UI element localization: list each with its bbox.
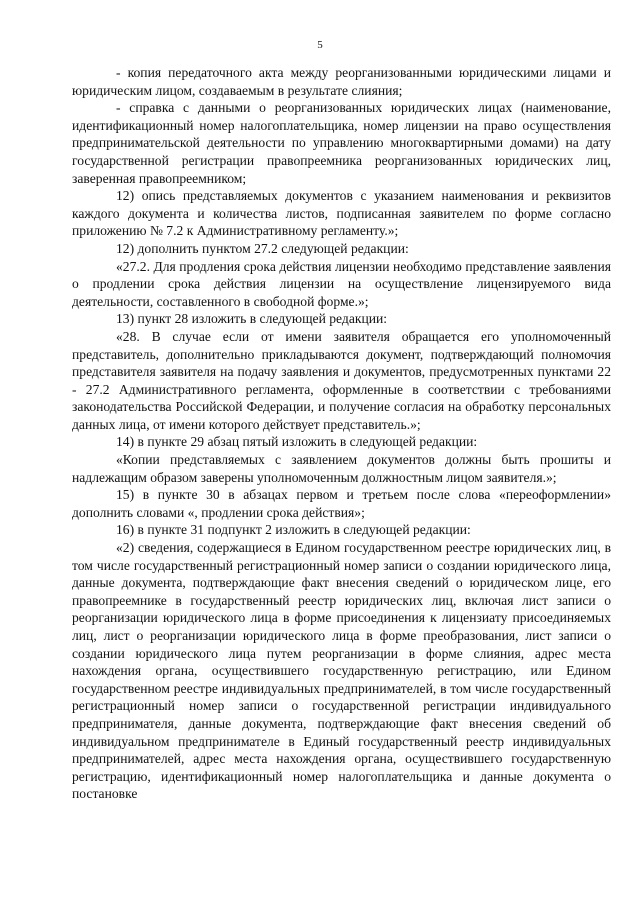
paragraph-copies-text: «Копии представляемых с заявлением документов должны быть прошиты и надлежащим образом заверены уполномоченным должностным лицом заявителя.»; <box>72 452 611 485</box>
document-body <box>72 64 611 803</box>
paragraph-item-15: 15) в пункте 30 в абзацах первом и третьем после слова «переоформлении» дополнить словами «, продлении срока действия»; <box>72 487 611 520</box>
paragraph-item-13: 13) пункт 28 изложить в следующей редакции: <box>116 311 388 327</box>
paragraph-subitem-2-text: «2) сведения, содержащиеся в Едином государственном реестре юридических лиц, в том числе государственный регистрационный номер записи о создании юридического лица, данные документа, подтверждающие факт внесения сведений о юридическом лице, его правопреемнике в государственный реестр юридических лиц, включая лист записи о реорганизации юридического лица в форме присоединения к лицензиату присоединяемых лиц, лист о реорганизации юридического лица в форме преобразования, лист записи о создании юридического лица путем реорганизации в форме слияния, адрес места нахождения органа, осуществившего государственную регистрацию, или Едином государственном реестре индивидуальных предпринимателей, в том числе государственный регистрационный номер записи о государственной регистрации индивидуального предпринимателя, данные документа, подтверждающие факт внесения сведений об индивидуальном предпринимателе в Единый государственный реестр индивидуальных предпринимателей, адрес места нахождения органа, осуществившего государственную регистрацию, идентификационный номер налогоплательщика и данные документа о постановке <box>72 540 611 802</box>
paragraph-item-16: 16) в пункте 31 подпункт 2 изложить в следующей редакции: <box>116 522 471 538</box>
paragraph-27-2-text: «27.2. Для продления срока действия лицензии необходимо представление заявления о продлении срока действия лицензии на осуществление лицензируемого вида деятельности, составленного в свободной форме.»; <box>72 258 611 309</box>
paragraph-reference-reorganized: - справка с данными о реорганизованных юридических лицах (наименование, идентификационный номер налогоплательщика, номер лицензии на право осуществления предпринимательской деятельности по управлению многоквартирными домами) на дату государственной регистрации правопреемника реорганизованных юридических лиц, заверенная правопреемником; <box>72 100 611 186</box>
paragraph-item-12-inventory: 12) опись представляемых документов с указанием наименования и реквизитов каждого документа и количества листов, подписанная заявителем по форме согласно приложению № 7.2 к Административному регламенту.»; <box>72 188 611 239</box>
paragraph-28-text: «28. В случае если от имени заявителя обращается его уполномоченный представитель, дополнительно прикладываются документ, подтверждающий полномочия представителя заявителя на подачу заявления и документов, предусмотренных пунктами 22 - 27.2 Административного регламента, оформленные в соответствии с требованиями законодательства Российской Федерации, и получение согласия на обработку персональных данных лица, от имени которого действует представитель.»; <box>72 328 611 432</box>
page-number: 5 <box>317 39 323 51</box>
paragraph-add-27-2: 12) дополнить пунктом 27.2 следующей редакции: <box>116 240 409 256</box>
paragraph-copy-transfer-act: - копия передаточного акта между реорганизованными юридическими лицами и юридическим лицом, создаваемым в результате слияния; <box>72 65 611 98</box>
paragraph-item-14: 14) в пункте 29 абзац пятый изложить в следующей редакции: <box>116 434 478 450</box>
